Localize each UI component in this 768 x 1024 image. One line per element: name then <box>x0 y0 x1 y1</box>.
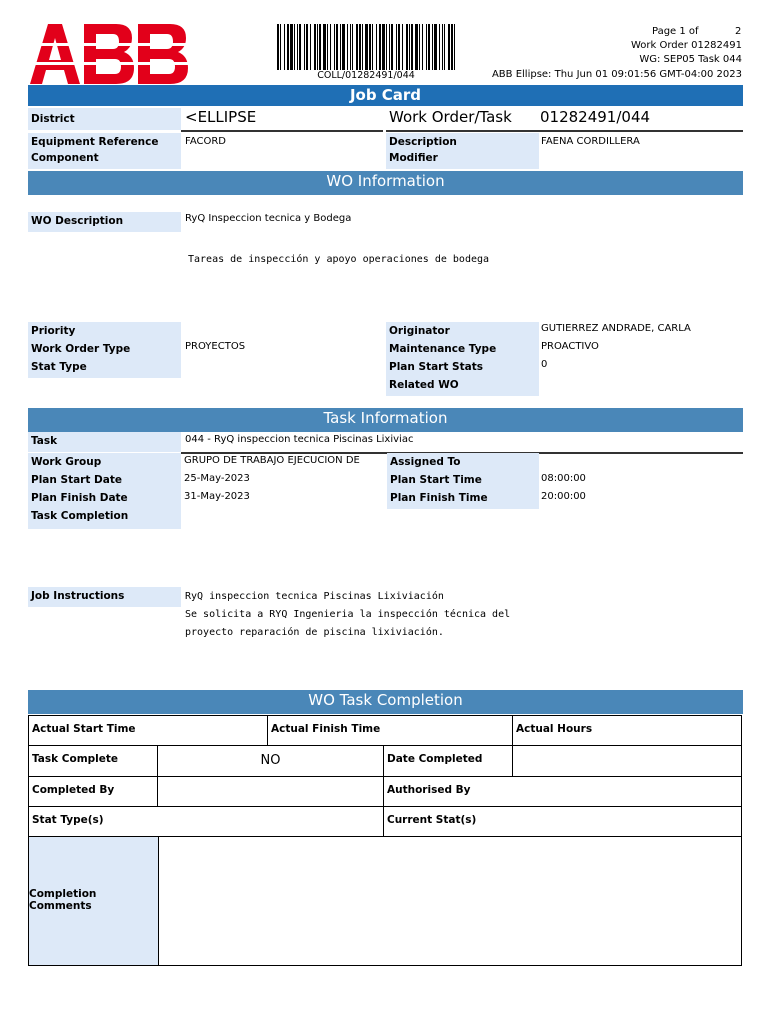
task-complete-value: NO <box>260 753 281 768</box>
maintenance-type-label: Maintenance Type <box>386 340 539 358</box>
equipment-value: FACORD <box>185 136 227 147</box>
current-stats-label: Current Stat(s) <box>387 814 477 826</box>
job-instructions-line: RyQ inspeccion tecnica Piscinas Lixiviación <box>185 591 444 602</box>
page-total: 2 <box>735 26 742 37</box>
wo-task-underline <box>386 130 743 132</box>
district-underline <box>181 130 383 132</box>
work-group-value: GRUPO DE TRABAJO EJECUCION DE <box>184 455 360 466</box>
description-label: Description Modifier <box>386 133 539 169</box>
originator-value: GUTIERREZ ANDRADE, CARLA <box>541 323 691 334</box>
plan-start-date-label: Plan Start Date <box>28 471 181 489</box>
work-order-type-value: PROYECTOS <box>185 341 246 352</box>
task-label: Task <box>28 432 181 452</box>
wo-description-label: WO Description <box>28 212 181 232</box>
equipment-label: Equipment Reference Component <box>28 133 181 169</box>
task-information-header: Task Information <box>28 408 743 432</box>
wo-extended-text: Tareas de inspección y apoyo operaciones de bodega <box>188 254 490 265</box>
date-completed-value-cell[interactable] <box>512 745 742 777</box>
plan-finish-date-value: 31-May-2023 <box>184 491 250 502</box>
actual-finish-time-cell[interactable] <box>267 715 513 746</box>
actual-finish-time-label: Actual Finish Time <box>271 723 381 735</box>
actual-start-time-cell[interactable] <box>28 715 268 746</box>
district-label: District <box>28 108 181 130</box>
completed-by-label: Completed By <box>32 784 115 796</box>
plan-finish-date-label: Plan Finish Date <box>28 489 181 507</box>
date-completed-label: Date Completed <box>387 753 483 765</box>
completion-comments-label-cell <box>28 836 159 966</box>
barcode-text: COLL/01282491/044 <box>317 70 415 81</box>
description-value: FAENA CORDILLERA <box>541 136 640 147</box>
ellipse-line: ABB Ellipse: Thu Jun 01 09:01:56 GMT-04:00 2023 <box>491 69 742 80</box>
plan-start-stats-label: Plan Start Stats <box>386 358 539 376</box>
actual-hours-cell[interactable] <box>512 715 742 746</box>
originator-label: Originator <box>386 322 539 340</box>
authorised-by-label: Authorised By <box>387 784 471 796</box>
task-complete-label: Task Complete <box>32 753 119 765</box>
job-instructions-label: Job Instructions <box>28 587 181 607</box>
authorised-by-cell[interactable] <box>383 776 742 807</box>
stat-types-cell[interactable] <box>28 806 384 837</box>
date-completed-label-cell <box>383 745 513 777</box>
wo-task-label: Work Order/Task <box>389 108 512 126</box>
assigned-to-label: Assigned To <box>387 453 539 471</box>
related-wo-label: Related WO <box>386 376 539 396</box>
barcode <box>277 24 455 70</box>
current-stats-cell[interactable] <box>383 806 742 837</box>
work-group-label: Work Group <box>28 453 181 471</box>
wo-task-completion-header: WO Task Completion <box>28 690 743 714</box>
page-label: Page 1 of <box>652 26 699 37</box>
stat-type-label: Stat Type <box>28 358 181 378</box>
completed-by-value-cell[interactable] <box>157 776 384 807</box>
completion-comments-label: Completion Comments <box>29 888 97 912</box>
stat-types-label: Stat Type(s) <box>32 814 104 826</box>
actual-hours-label: Actual Hours <box>516 723 593 735</box>
actual-start-time-label: Actual Start Time <box>32 723 136 735</box>
abb-logo <box>30 24 190 84</box>
wo-task-value: 01282491/044 <box>540 108 651 126</box>
maintenance-type-value: PROACTIVO <box>541 341 599 352</box>
job-instructions-line: proyecto reparación de piscina lixiviación. <box>185 627 444 638</box>
completed-by-label-cell <box>28 776 158 807</box>
plan-finish-time-label: Plan Finish Time <box>387 489 539 509</box>
plan-start-date-value: 25-May-2023 <box>184 473 250 484</box>
wg-line: WG: SEP05 Task 044 <box>639 54 742 65</box>
plan-finish-time-value: 20:00:00 <box>541 491 586 502</box>
wo-description-value: RyQ Inspeccion tecnica y Bodega <box>185 213 352 224</box>
completion-comments-field[interactable] <box>158 836 742 966</box>
work-order-line: Work Order 01282491 <box>631 40 742 51</box>
page-title: Job Card <box>28 85 743 106</box>
wo-information-header: WO Information <box>28 171 743 195</box>
plan-start-stats-value: 0 <box>541 359 548 370</box>
task-value: 044 - RyQ inspeccion tecnica Piscinas Lixiviac <box>185 434 414 445</box>
priority-label: Priority <box>28 322 181 340</box>
job-instructions-line: Se solicita a RYQ Ingenieria la inspección técnica del <box>185 609 511 620</box>
plan-start-time-label: Plan Start Time <box>387 471 539 489</box>
plan-start-time-value: 08:00:00 <box>541 473 586 484</box>
task-completion-label: Task Completion <box>28 507 181 529</box>
district-value: <ELLIPSE <box>185 108 257 126</box>
work-order-type-label: Work Order Type <box>28 340 181 358</box>
task-complete-label-cell <box>28 745 158 777</box>
task-complete-value-cell[interactable] <box>157 745 384 777</box>
